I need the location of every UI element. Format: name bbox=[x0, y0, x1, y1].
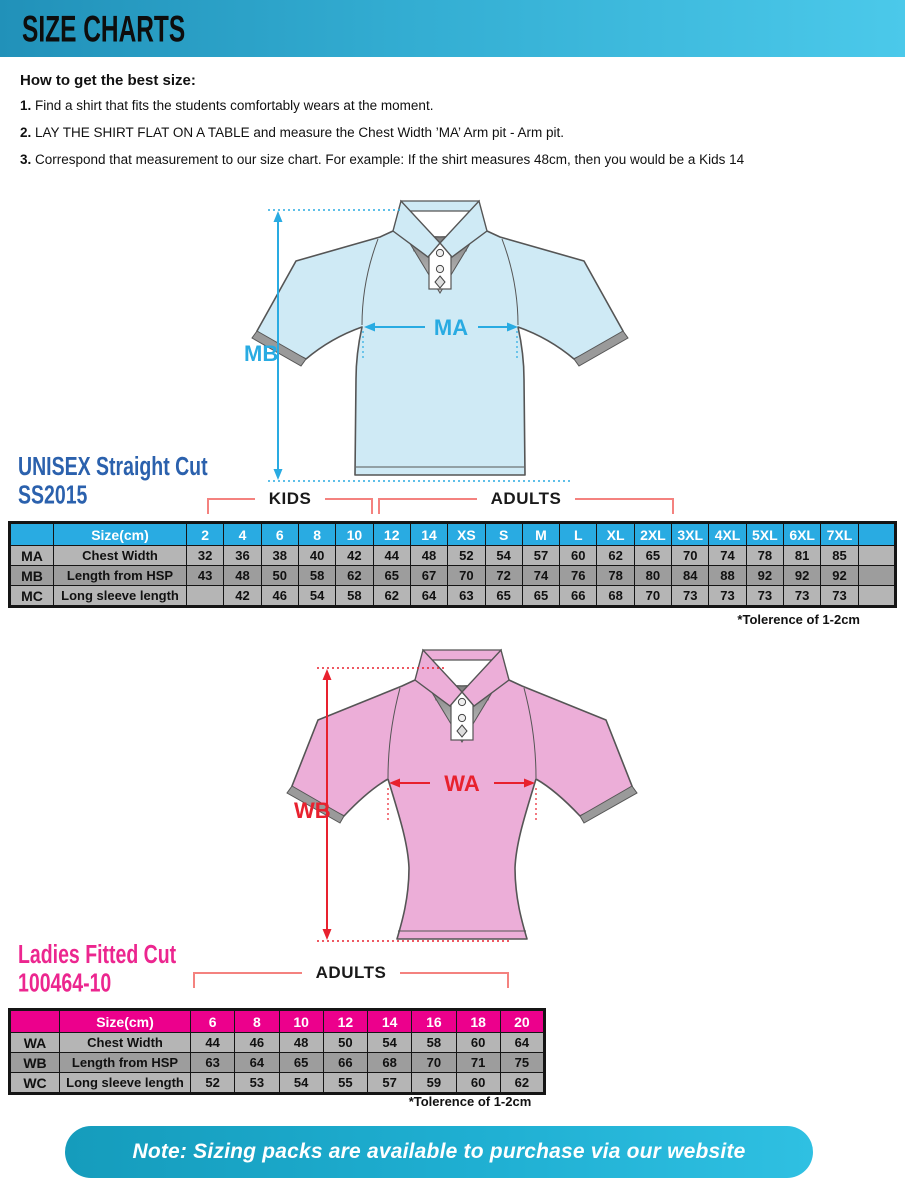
value-cell: 58 bbox=[298, 566, 335, 586]
value-cell: 70 bbox=[634, 586, 671, 607]
value-cell: 54 bbox=[279, 1073, 323, 1094]
value-cell: 42 bbox=[224, 586, 261, 607]
unisex-polo-diagram bbox=[230, 193, 650, 493]
size-column-header: 6 bbox=[261, 523, 298, 546]
value-cell: 78 bbox=[746, 546, 783, 566]
value-cell: 46 bbox=[235, 1033, 279, 1053]
measurement-row bbox=[10, 1053, 545, 1073]
size-column-header: 8 bbox=[235, 1010, 279, 1033]
value-cell: 52 bbox=[448, 546, 485, 566]
page-title: SIZE CHARTS bbox=[22, 9, 186, 51]
value-cell: 60 bbox=[456, 1073, 500, 1094]
value-cell: 50 bbox=[261, 566, 298, 586]
size-table-header: Size(cm) bbox=[54, 523, 187, 546]
value-cell bbox=[187, 586, 224, 607]
collar-back bbox=[401, 201, 479, 211]
value-cell: 73 bbox=[709, 586, 746, 607]
value-cell: 88 bbox=[709, 566, 746, 586]
value-cell bbox=[858, 546, 895, 566]
value-cell: 48 bbox=[224, 566, 261, 586]
size-column-header: L bbox=[560, 523, 597, 546]
ladies-size-table bbox=[8, 1008, 546, 1095]
value-cell: 73 bbox=[746, 586, 783, 607]
row-code-cell: WB bbox=[10, 1053, 60, 1073]
value-cell: 80 bbox=[634, 566, 671, 586]
value-cell: 74 bbox=[522, 566, 559, 586]
unisex-size-table-wrap bbox=[8, 521, 897, 608]
size-column-header: 20 bbox=[500, 1010, 544, 1033]
width-dim-label: MA bbox=[433, 315, 469, 340]
value-cell: 48 bbox=[279, 1033, 323, 1053]
value-cell: 76 bbox=[560, 566, 597, 586]
ladies-title: Ladies Fitted Cut bbox=[18, 939, 177, 970]
value-cell: 70 bbox=[672, 546, 709, 566]
value-cell: 60 bbox=[560, 546, 597, 566]
value-cell: 43 bbox=[187, 566, 224, 586]
value-cell: 64 bbox=[410, 586, 447, 607]
arrow-up-icon bbox=[274, 211, 283, 222]
value-cell: 36 bbox=[224, 546, 261, 566]
unisex-section-heading bbox=[18, 453, 208, 510]
button bbox=[458, 698, 465, 705]
instruction-step: 3. Correspond that measurement to our size chart. For example: If the shirt measures 48cm, then you would be a Kids 14 bbox=[20, 152, 745, 167]
size-table-header: Size(cm) bbox=[60, 1010, 191, 1033]
instructions-section bbox=[20, 72, 880, 180]
measurement-row bbox=[10, 546, 896, 566]
value-cell: 75 bbox=[500, 1053, 544, 1073]
length-dim-label: WB bbox=[294, 798, 331, 823]
value-cell: 57 bbox=[522, 546, 559, 566]
measurement-row bbox=[10, 1073, 545, 1094]
value-cell: 92 bbox=[784, 566, 821, 586]
collar-back bbox=[423, 650, 501, 660]
value-cell: 71 bbox=[456, 1053, 500, 1073]
size-column-header: 8 bbox=[298, 523, 335, 546]
header-bar bbox=[0, 0, 905, 57]
value-cell: 92 bbox=[821, 566, 858, 586]
ladies-polo-diagram bbox=[262, 638, 682, 958]
value-cell: 62 bbox=[373, 586, 410, 607]
value-cell: 64 bbox=[235, 1053, 279, 1073]
value-cell: 58 bbox=[412, 1033, 456, 1053]
value-cell: 58 bbox=[336, 586, 373, 607]
row-code-cell: MC bbox=[10, 586, 54, 607]
value-cell: 44 bbox=[373, 546, 410, 566]
value-cell: 57 bbox=[368, 1073, 412, 1094]
arrow-down-icon bbox=[274, 469, 283, 480]
value-cell: 65 bbox=[522, 586, 559, 607]
value-cell: 68 bbox=[368, 1053, 412, 1073]
row-label-cell: Long sleeve length bbox=[54, 586, 187, 607]
note-banner bbox=[65, 1126, 813, 1178]
value-cell: 92 bbox=[746, 566, 783, 586]
size-column-header: 6XL bbox=[784, 523, 821, 546]
size-column-header: 10 bbox=[336, 523, 373, 546]
value-cell: 62 bbox=[500, 1073, 544, 1094]
row-label-cell: Length from HSP bbox=[60, 1053, 191, 1073]
adults-group-label: ADULTS bbox=[490, 489, 562, 508]
adults-group-label: ADULTS bbox=[315, 963, 387, 982]
button bbox=[436, 249, 443, 256]
value-cell: 59 bbox=[412, 1073, 456, 1094]
size-column-header: 4 bbox=[224, 523, 261, 546]
value-cell: 38 bbox=[261, 546, 298, 566]
instruction-step: 1. Find a shirt that fits the students comfortably wears at the moment. bbox=[20, 98, 434, 113]
value-cell: 32 bbox=[187, 546, 224, 566]
bracket-line bbox=[325, 498, 373, 514]
bracket-line bbox=[378, 498, 477, 514]
size-table-header bbox=[10, 1010, 60, 1033]
row-code-cell: MB bbox=[10, 566, 54, 586]
value-cell: 66 bbox=[560, 586, 597, 607]
measurement-row bbox=[10, 566, 896, 586]
value-cell: 73 bbox=[784, 586, 821, 607]
ladies-size-table-wrap bbox=[8, 1008, 546, 1095]
row-label-cell: Chest Width bbox=[60, 1033, 191, 1053]
value-cell: 62 bbox=[597, 546, 634, 566]
value-cell: 85 bbox=[821, 546, 858, 566]
bracket-line bbox=[207, 498, 255, 514]
size-column-header: 5XL bbox=[746, 523, 783, 546]
size-column-header: 4XL bbox=[709, 523, 746, 546]
adults-group-bracket bbox=[378, 489, 674, 514]
ladies-section-heading bbox=[18, 941, 176, 998]
size-column-header: 12 bbox=[323, 1010, 367, 1033]
value-cell bbox=[858, 566, 895, 586]
size-table-header bbox=[10, 523, 54, 546]
size-column-header: 6 bbox=[191, 1010, 235, 1033]
value-cell: 48 bbox=[410, 546, 447, 566]
value-cell: 54 bbox=[368, 1033, 412, 1053]
size-column-header: M bbox=[522, 523, 559, 546]
value-cell: 50 bbox=[323, 1033, 367, 1053]
value-cell: 60 bbox=[456, 1033, 500, 1053]
value-cell: 52 bbox=[191, 1073, 235, 1094]
arrow-down-icon bbox=[323, 929, 332, 940]
size-column-header: 2XL bbox=[634, 523, 671, 546]
unisex-size-table bbox=[8, 521, 897, 608]
size-column-header: 12 bbox=[373, 523, 410, 546]
value-cell: 63 bbox=[448, 586, 485, 607]
value-cell: 74 bbox=[709, 546, 746, 566]
measurement-row bbox=[10, 1033, 545, 1053]
value-cell: 44 bbox=[191, 1033, 235, 1053]
row-label-cell: Length from HSP bbox=[54, 566, 187, 586]
value-cell: 66 bbox=[323, 1053, 367, 1073]
row-label-cell: Chest Width bbox=[54, 546, 187, 566]
length-dim-label: MB bbox=[244, 341, 279, 366]
row-code-cell: WC bbox=[10, 1073, 60, 1094]
header-row bbox=[10, 1010, 545, 1033]
button bbox=[436, 265, 443, 272]
value-cell: 81 bbox=[784, 546, 821, 566]
size-column-header: XS bbox=[448, 523, 485, 546]
value-cell: 40 bbox=[298, 546, 335, 566]
value-cell bbox=[858, 586, 895, 607]
value-cell: 55 bbox=[323, 1073, 367, 1094]
value-cell: 63 bbox=[191, 1053, 235, 1073]
value-cell: 42 bbox=[336, 546, 373, 566]
kids-group-bracket bbox=[207, 489, 373, 514]
tolerance-note: *Tolerence of 1-2cm bbox=[737, 612, 860, 627]
size-column-header: 16 bbox=[412, 1010, 456, 1033]
size-column-header: S bbox=[485, 523, 522, 546]
value-cell: 62 bbox=[336, 566, 373, 586]
value-cell: 73 bbox=[672, 586, 709, 607]
arrow-up-icon bbox=[323, 669, 332, 680]
value-cell: 64 bbox=[500, 1033, 544, 1053]
unisex-style-code: SS2015 bbox=[18, 480, 88, 510]
value-cell: 65 bbox=[634, 546, 671, 566]
header-row bbox=[10, 523, 896, 546]
size-column-header: 3XL bbox=[672, 523, 709, 546]
unisex-title: UNISEX Straight Cut bbox=[18, 451, 208, 482]
measurement-row bbox=[10, 586, 896, 607]
instructions-heading: How to get the best size: bbox=[20, 72, 196, 89]
value-cell: 46 bbox=[261, 586, 298, 607]
row-label-cell: Long sleeve length bbox=[60, 1073, 191, 1094]
size-column-header: 7XL bbox=[821, 523, 858, 546]
size-column-header: 14 bbox=[410, 523, 447, 546]
bracket-line bbox=[575, 498, 674, 514]
bracket-line bbox=[193, 972, 302, 988]
size-column-header: 2 bbox=[187, 523, 224, 546]
note-banner-text: Note: Sizing packs are available to purchase via our website bbox=[132, 1140, 746, 1163]
value-cell: 65 bbox=[373, 566, 410, 586]
bracket-line bbox=[400, 972, 509, 988]
kids-group-label: KIDS bbox=[268, 489, 312, 508]
value-cell: 54 bbox=[485, 546, 522, 566]
size-column-header: 18 bbox=[456, 1010, 500, 1033]
value-cell: 70 bbox=[412, 1053, 456, 1073]
value-cell: 84 bbox=[672, 566, 709, 586]
value-cell: 72 bbox=[485, 566, 522, 586]
tolerance-note: *Tolerence of 1-2cm bbox=[408, 1094, 532, 1109]
value-cell: 73 bbox=[821, 586, 858, 607]
value-cell: 70 bbox=[448, 566, 485, 586]
row-code-cell: MA bbox=[10, 546, 54, 566]
size-column-header bbox=[858, 523, 895, 546]
instruction-step: 2. LAY THE SHIRT FLAT ON A TABLE and measure the Chest Width ’MA’ Arm pit - Arm pit. bbox=[20, 125, 564, 140]
value-cell: 67 bbox=[410, 566, 447, 586]
value-cell: 65 bbox=[485, 586, 522, 607]
value-cell: 78 bbox=[597, 566, 634, 586]
value-cell: 65 bbox=[279, 1053, 323, 1073]
value-cell: 53 bbox=[235, 1073, 279, 1094]
ladies-style-code: 100464-10 bbox=[18, 968, 112, 998]
value-cell: 68 bbox=[597, 586, 634, 607]
row-code-cell: WA bbox=[10, 1033, 60, 1053]
width-dim-label: WA bbox=[444, 771, 480, 796]
size-column-header: 10 bbox=[279, 1010, 323, 1033]
size-column-header: 14 bbox=[368, 1010, 412, 1033]
adults-group-bracket bbox=[193, 963, 509, 988]
button bbox=[458, 714, 465, 721]
value-cell: 54 bbox=[298, 586, 335, 607]
size-column-header: XL bbox=[597, 523, 634, 546]
